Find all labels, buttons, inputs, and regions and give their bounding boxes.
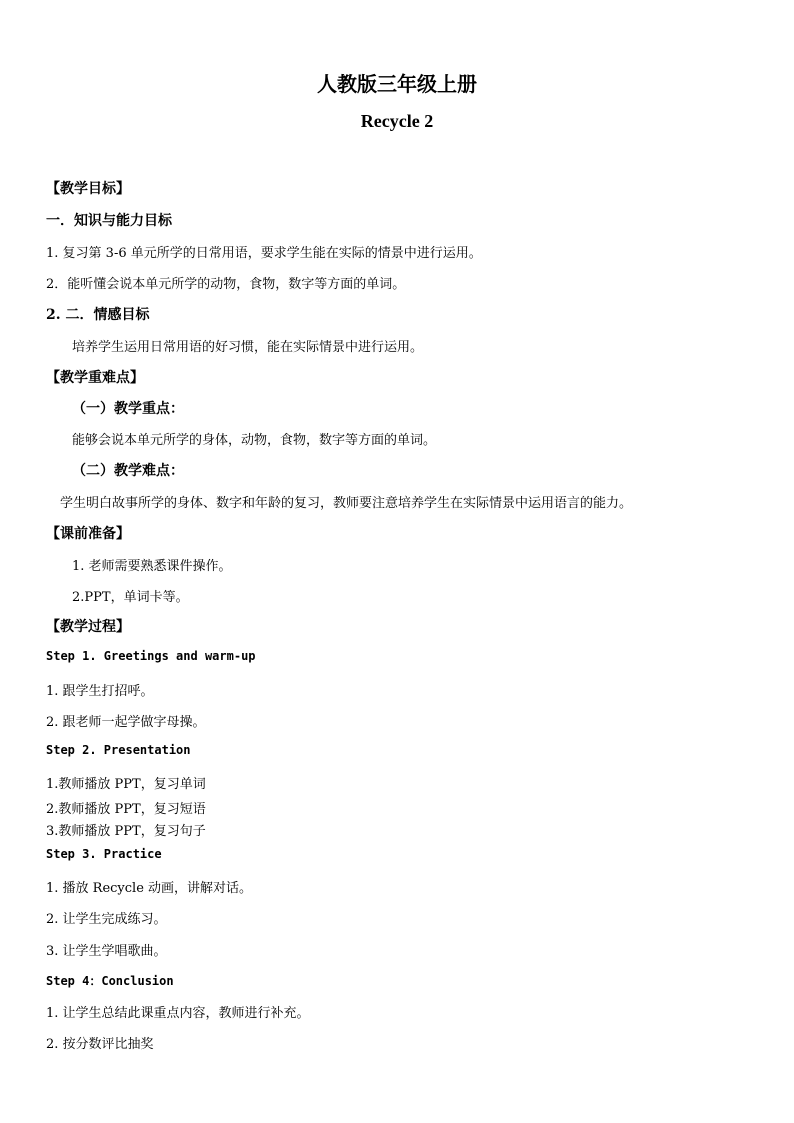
- preparation-heading: 【课前准备】: [46, 526, 130, 542]
- step3-title: Step 3. Practice: [46, 847, 162, 861]
- objective-item-1: 1. 复习第 3-6 单元所学的日常用语，要求学生能在实际的情景中进行运用。: [46, 246, 482, 261]
- knowledge-ability-heading: 一．知识与能力目标: [46, 213, 172, 229]
- step3-item-2: 2. 让学生完成练习。: [46, 912, 167, 927]
- step1-title: Step 1. Greetings and warm-up: [46, 649, 256, 663]
- document-title: 人教版三年级上册: [317, 72, 477, 96]
- step2-item-2: 2.教师播放 PPT，复习短语: [46, 802, 206, 817]
- preparation-item-2: 2.PPT，单词卡等。: [72, 590, 189, 605]
- document-subtitle: Recycle 2: [360, 111, 434, 131]
- objectives-heading: 【教学目标】: [46, 181, 130, 197]
- key-points-heading: 【教学重难点】: [46, 370, 144, 386]
- key-point-heading: （一）教学重点：: [72, 401, 184, 417]
- step2-title: Step 2. Presentation: [46, 743, 191, 757]
- step1-item-2: 2. 跟老师一起学做字母操。: [46, 715, 206, 730]
- emotion-heading: 2. 二．情感目标: [46, 307, 150, 323]
- emotion-text: 培养学生运用日常用语的好习惯，能在实际情景中进行运用。: [72, 340, 424, 355]
- step3-item-1: 1. 播放 Recycle 动画，讲解对话。: [46, 881, 253, 896]
- step1-item-1: 1. 跟学生打招呼。: [46, 684, 154, 699]
- step4-item-1: 1. 让学生总结此课重点内容，教师进行补充。: [46, 1006, 310, 1021]
- step4-item-2: 2. 按分数评比抽奖: [46, 1037, 154, 1052]
- objective-item-2: 2．能听懂会说本单元所学的动物，食物，数字等方面的单词。: [46, 277, 406, 292]
- difficulty-text: 学生明白故事所学的身体、数字和年龄的复习，教师要注意培养学生在实际情景中运用语言的能力。: [60, 496, 633, 511]
- step4-title: Step 4：Conclusion: [46, 974, 174, 988]
- process-heading: 【教学过程】: [46, 619, 130, 635]
- difficulty-heading: （二）教学难点：: [72, 463, 184, 479]
- preparation-item-1: 1. 老师需要熟悉课件操作。: [72, 559, 232, 574]
- step2-item-1: 1.教师播放 PPT，复习单词: [46, 777, 206, 792]
- step3-item-3: 3. 让学生学唱歌曲。: [46, 944, 167, 959]
- step2-item-3: 3.教师播放 PPT，复习句子: [46, 824, 206, 839]
- key-point-text: 能够会说本单元所学的身体，动物，食物，数字等方面的单词。: [72, 433, 437, 448]
